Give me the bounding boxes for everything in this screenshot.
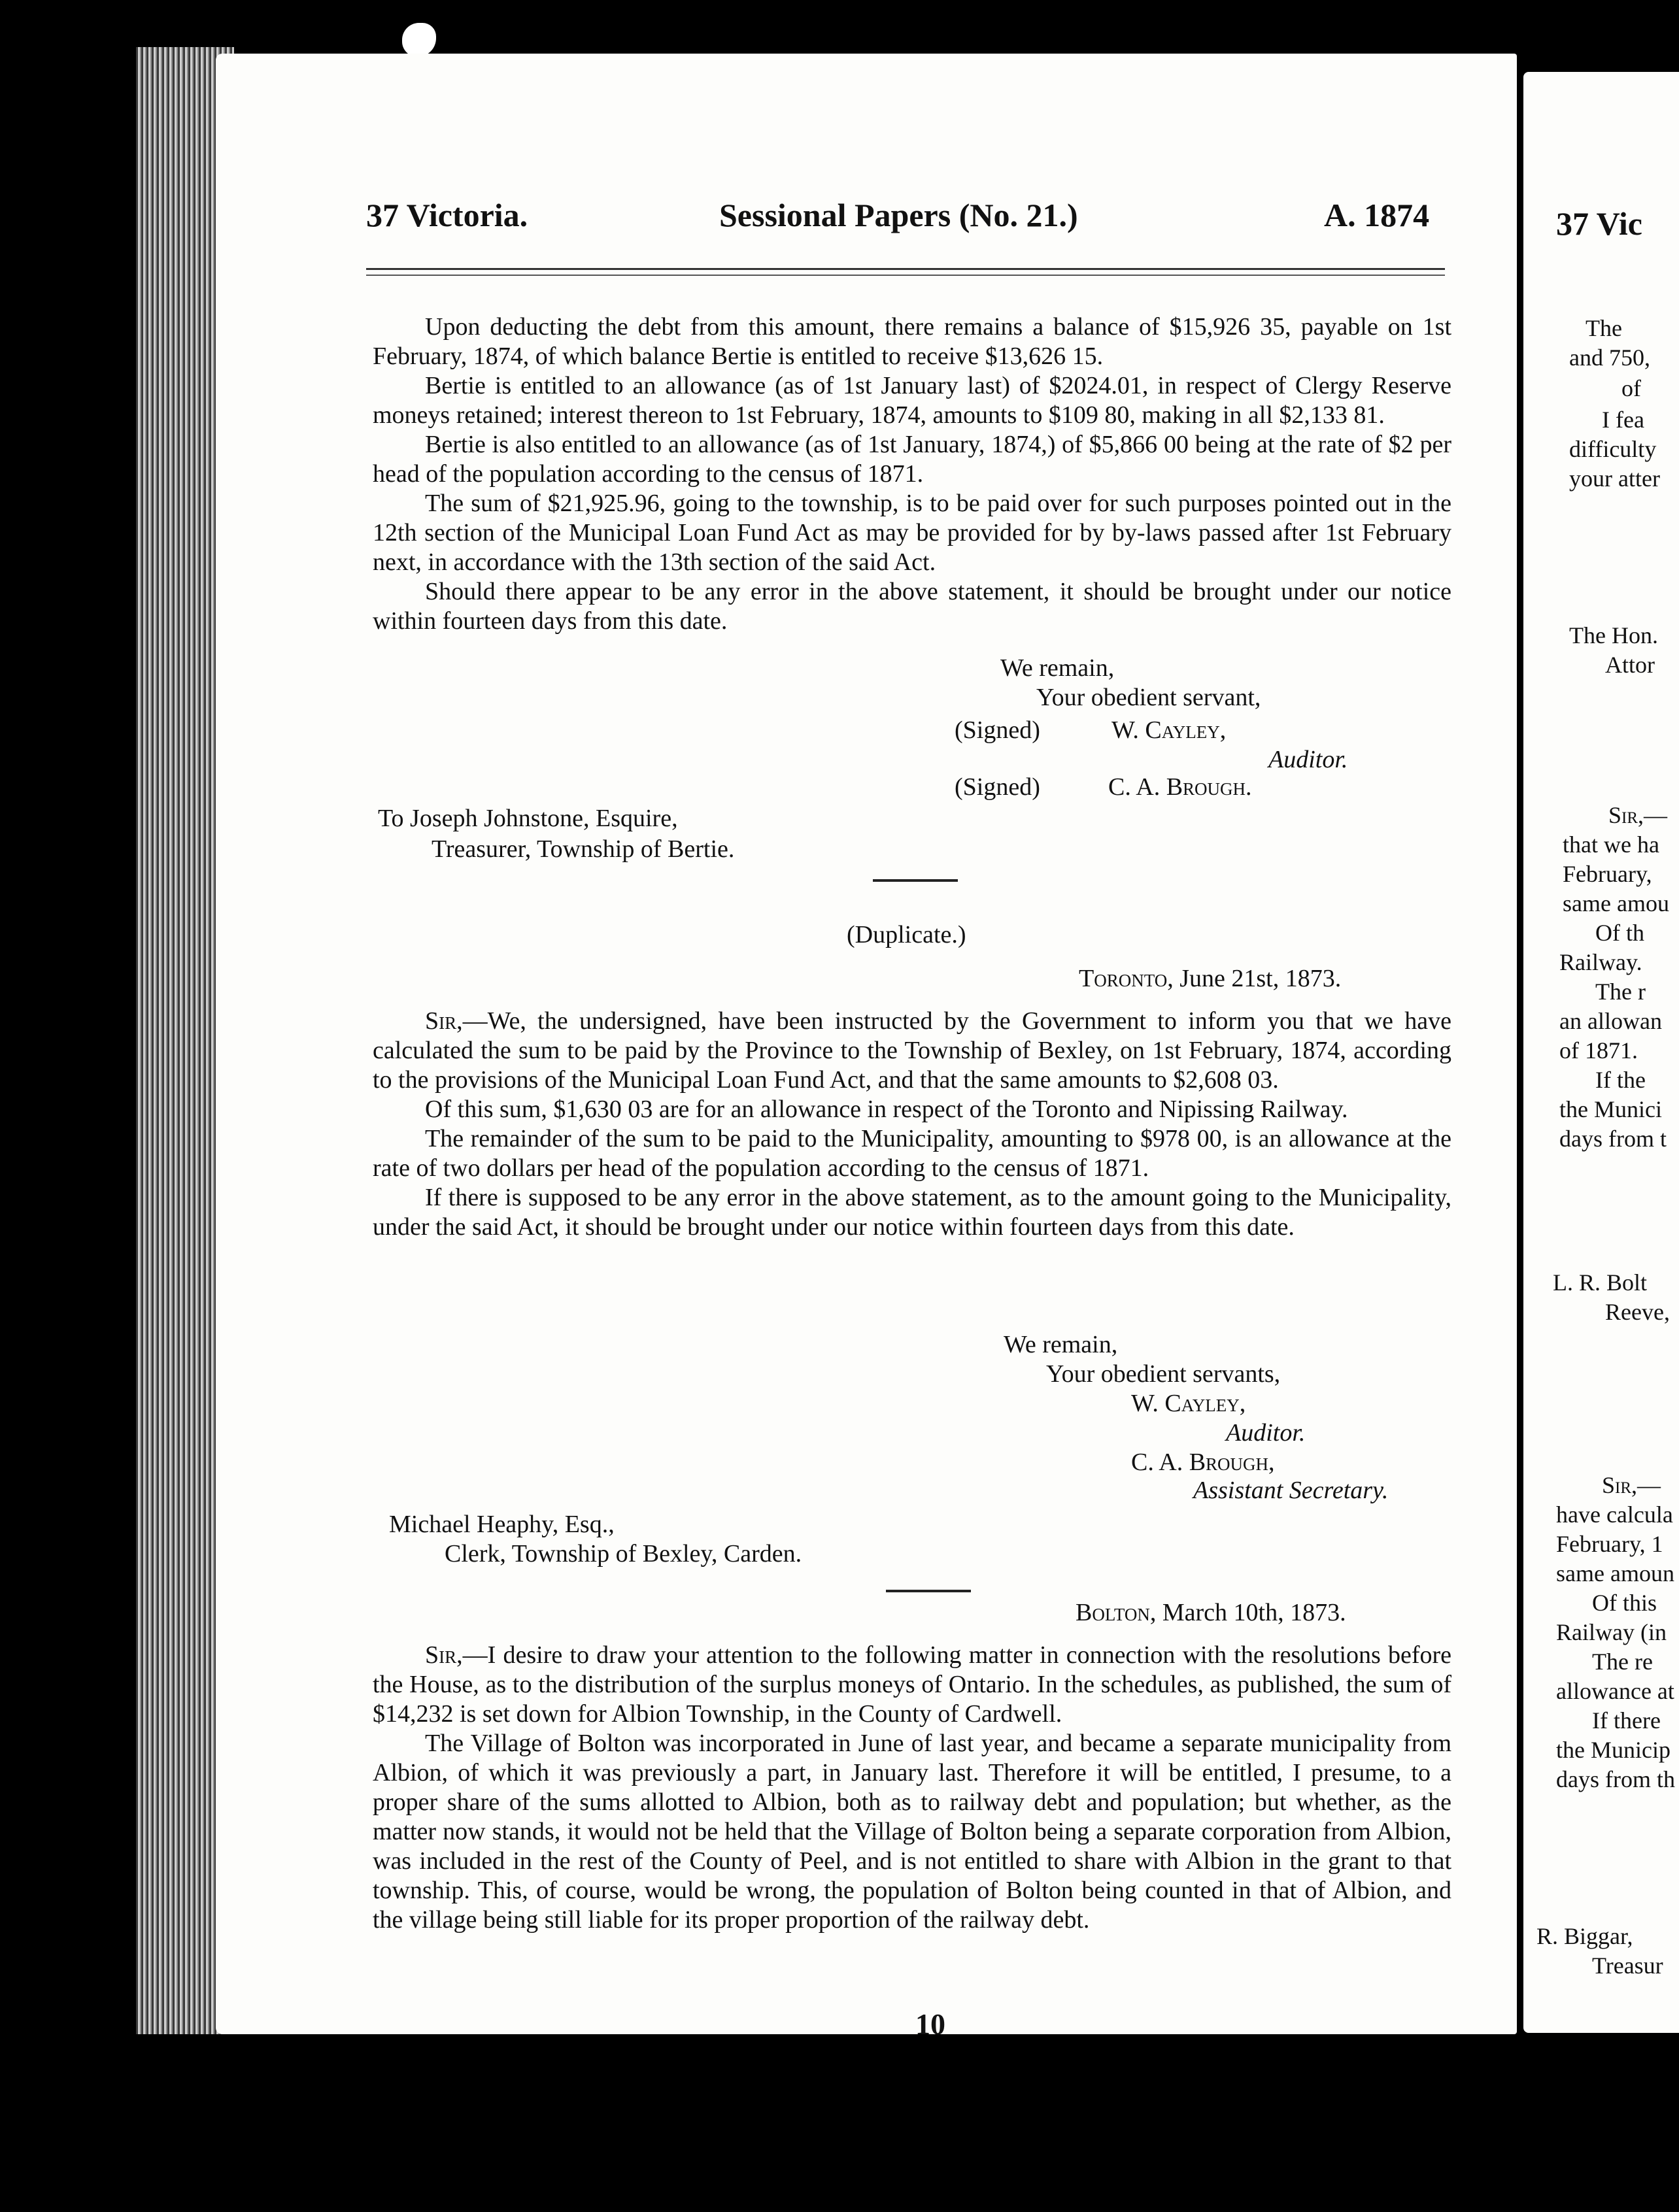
- paragraph: Of this sum, $1,630 03 are for an allowance in respect of the Toronto and Nipissing Railway.: [425, 1096, 1348, 1123]
- right-line: your atter: [1569, 465, 1660, 492]
- right-line: an allowan: [1559, 1008, 1662, 1034]
- header-left: 37 Victoria.: [366, 197, 528, 233]
- right-header: 37 Vic: [1556, 205, 1642, 242]
- paragraph: Sir,—I desire to draw your attention to the following matter in connection with the resolutions before the House, as to the distribution of the surplus moneys of Ontario. In the schedules, as published, the sum of $14,232 is set down for Albion Township, in the County of Cardwell.: [373, 1641, 1451, 1728]
- bertie-letter-body: [373, 312, 1451, 636]
- right-line: If there: [1592, 1707, 1661, 1734]
- signer-title: Auditor.: [1226, 1419, 1306, 1447]
- right-line: have calcula: [1556, 1501, 1673, 1528]
- closing: We remain,: [1000, 654, 1115, 682]
- right-line: allowance at: [1556, 1678, 1674, 1704]
- right-line: Of th: [1595, 920, 1644, 946]
- paragraph: The Village of Bolton was incorporated in June of last year, and became a separate municipality from Albion, of which it was previously a part, in January last. Therefore it will be entitled, I presume, to a proper share of the sums allotted to Albion, both as to railway debt and population; but whether, as the matter now stands, it would not be held that the Village of Bolton being a separate corporation from Albion, was included in the rest of the County of Peel, and is not entitled to share with Albion in the grant to that township. This, of course, would be wrong, the population of Bolton being counted in that of Albion, and the village being still liable for its proper proportion of the railway debt.: [373, 1730, 1451, 1934]
- right-line: the Municip: [1556, 1737, 1671, 1763]
- bolton-letter-body: [373, 1641, 1451, 1935]
- signer-cayley: W. Cayley,: [1131, 1390, 1246, 1417]
- dateline: Toronto, June 21st, 1873.: [1079, 965, 1342, 992]
- right-line: days from th: [1556, 1766, 1675, 1792]
- right-line: Treasur: [1592, 1952, 1663, 1979]
- right-line: If the: [1595, 1067, 1646, 1093]
- right-page: [1523, 72, 1679, 2033]
- signer-title: Assistant Secretary.: [1193, 1477, 1389, 1504]
- dateline: Bolton, March 10th, 1873.: [1076, 1599, 1346, 1626]
- header-right: A. 1874: [1324, 197, 1430, 233]
- right-line: Sir,—: [1608, 802, 1668, 828]
- right-line: and 750,: [1569, 344, 1650, 371]
- signed-label: (Signed): [955, 716, 1040, 744]
- paragraph: Bertie is also entitled to an allowance (as of 1st January, 1874,) of $5,866 00 being at the rate of $2 per head of the population according to the census of 1871.: [373, 431, 1451, 488]
- paragraph: Should there appear to be any error in the above statement, it should be brought under our notice within fourteen days from this date.: [373, 578, 1451, 635]
- signer-brough: C. A. Brough,: [1131, 1449, 1275, 1476]
- signer-title: Auditor.: [1268, 746, 1348, 773]
- right-line: The r: [1595, 979, 1646, 1005]
- paragraph: Upon deducting the debt from this amount, there remains a balance of $15,926 35, payable on 1st February, 1874, of which balance Bertie is entitled to receive $13,626 15.: [373, 313, 1451, 370]
- right-line: Of this: [1592, 1590, 1657, 1616]
- closing: We remain,: [1004, 1331, 1118, 1358]
- addressee-title: Treasurer, Township of Bertie.: [432, 835, 735, 863]
- signer-cayley: W. Cayley,: [1111, 716, 1227, 744]
- salutation: Sir,: [425, 1641, 463, 1669]
- header-rule: [366, 268, 1445, 270]
- scan-artifact: [402, 23, 436, 57]
- right-line: the Munici: [1559, 1096, 1662, 1122]
- signer-brough: C. A. Brough.: [1108, 773, 1252, 801]
- right-line: same amoun: [1556, 1560, 1674, 1586]
- right-line: The: [1586, 315, 1622, 341]
- salutation: Sir,: [425, 1007, 463, 1035]
- paragraph: Bertie is entitled to an allowance (as of 1st January last) of $2024.01, in respect of Clergy Reserve moneys retained; interest thereon to 1st February, 1874, amounts to $109 80, making in all $2,133 81.: [373, 372, 1451, 429]
- right-line: Railway (in: [1556, 1619, 1667, 1645]
- addressee-title: Clerk, Township of Bexley, Carden.: [445, 1540, 802, 1567]
- closing-2: Your obedient servant,: [1036, 684, 1261, 711]
- right-line: February,: [1563, 861, 1652, 887]
- paragraph: If there is supposed to be any error in the above statement, as to the amount going to the Municipality, under the said Act, it should be brought under our notice within fourteen days from this date.: [373, 1184, 1451, 1241]
- paragraph: The sum of $21,925.96, going to the township, is to be paid over for such purposes pointed out in the 12th section of the Municipal Loan Fund Act as may be provided for by by-laws passed after 1st February next, in accordance with the 13th section of the said Act.: [373, 490, 1451, 576]
- right-line: of 1871.: [1559, 1037, 1638, 1064]
- paragraph: Sir,—We, the undersigned, have been instructed by the Government to inform you that we have calculated the sum to be paid by the Province to the Township of Bexley, on 1st February, 1874, according to the provisions of the Municipal Loan Fund Act, and that the same amounts to $2,608 03.: [373, 1007, 1451, 1094]
- right-line: I fea: [1602, 407, 1644, 433]
- right-line: same amou: [1563, 890, 1669, 916]
- right-line: difficulty: [1569, 436, 1657, 462]
- bexley-letter-body: [373, 1007, 1451, 1242]
- signed-label: (Signed): [955, 773, 1040, 801]
- addressee: Michael Heaphy, Esq.,: [389, 1511, 615, 1538]
- page-number: 10: [915, 2007, 945, 2041]
- header-center: Sessional Papers (No. 21.): [719, 197, 1078, 233]
- right-line: The re: [1592, 1649, 1653, 1675]
- right-line: Reeve,: [1605, 1299, 1670, 1325]
- right-line: Sir,—: [1602, 1472, 1661, 1498]
- right-line: Attor: [1605, 652, 1655, 678]
- right-line: L. R. Bolt: [1553, 1269, 1648, 1296]
- right-line: of: [1621, 375, 1641, 401]
- section-divider: [886, 1590, 971, 1592]
- right-line: The Hon.: [1569, 622, 1658, 648]
- addressee: To Joseph Johnstone, Esquire,: [378, 805, 678, 832]
- right-line: days from t: [1559, 1126, 1667, 1152]
- duplicate-label: (Duplicate.): [847, 921, 966, 948]
- right-line: Railway.: [1559, 949, 1642, 975]
- paragraph: The remainder of the sum to be paid to the Municipality, amounting to $978 00, is an allowance at the rate of two dollars per head of the population according to the census of 1871.: [373, 1125, 1451, 1182]
- closing-2: Your obedient servants,: [1046, 1360, 1281, 1388]
- right-line: R. Biggar,: [1536, 1923, 1633, 1949]
- right-line: February, 1: [1556, 1531, 1663, 1557]
- right-line: that we ha: [1563, 831, 1659, 858]
- section-divider: [873, 879, 958, 882]
- header-rule-thin: [366, 275, 1445, 276]
